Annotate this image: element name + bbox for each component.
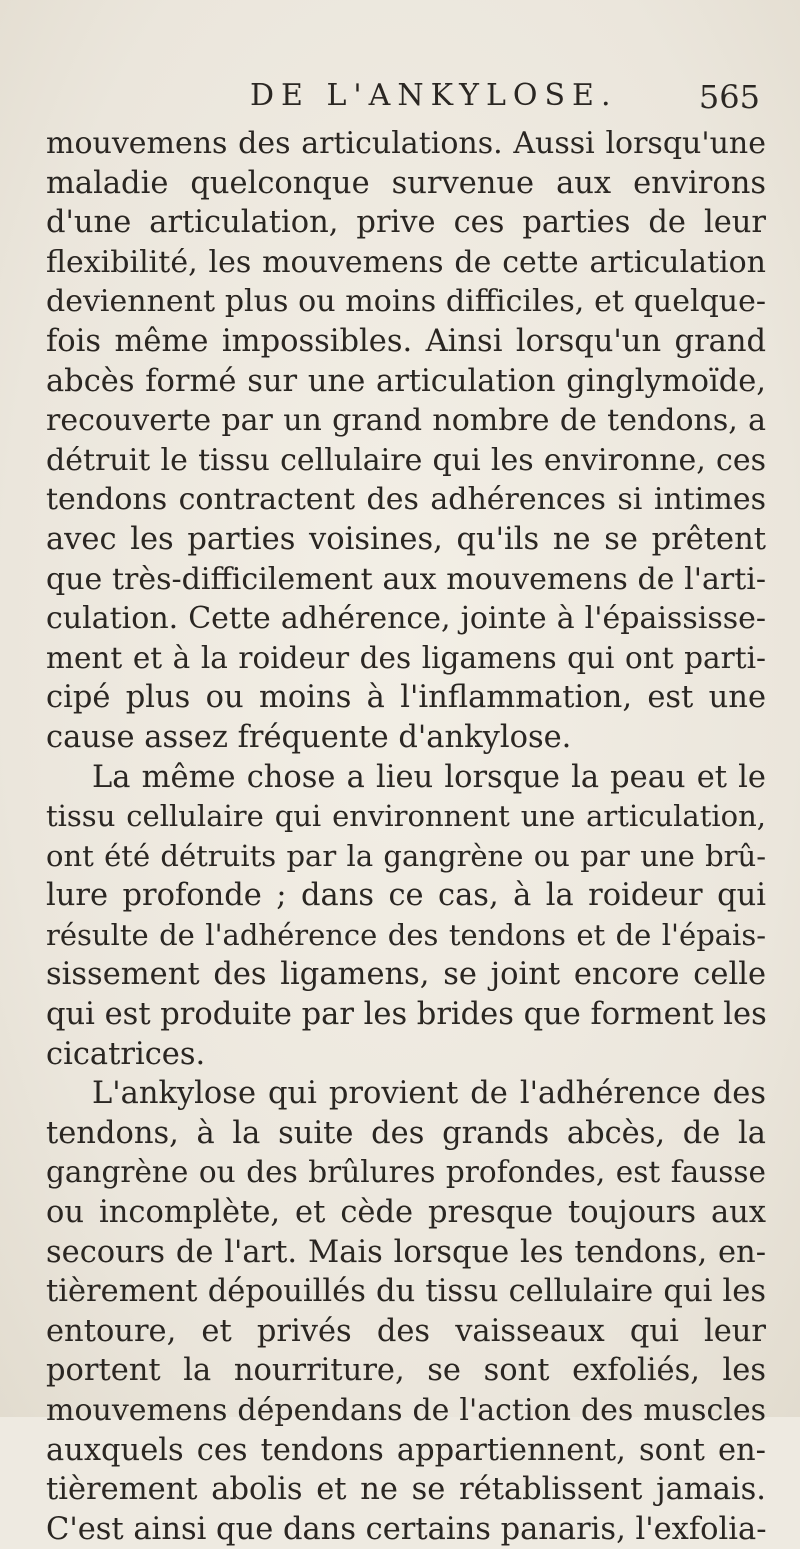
text-line: secours de l'art. Mais lorsque les tendons, en-: [46, 1234, 766, 1270]
text-line: portent la nourriture, se sont exfoliés, les: [46, 1353, 766, 1389]
text-line: tièrement abolis et ne se rétablissent jamais.: [46, 1472, 766, 1508]
text-line: mouvemens des articulations. Aussi lorsqu'une: [46, 126, 766, 161]
text-line: recouverte par un grand nombre de tendons, a: [46, 403, 766, 439]
text-line: détruit le tissu cellulaire qui les environne, ces: [46, 442, 766, 478]
text-line: tendons contractent des adhérences si intimes: [46, 482, 766, 518]
text-line: abcès formé sur une articulation ginglymoïde,: [46, 363, 766, 399]
text-line: tièrement dépouillés du tissu cellulaire qui les: [46, 1274, 766, 1310]
page-number: 565: [698, 78, 760, 116]
text-line: fois même impossibles. Ainsi lorsqu'un grand: [46, 323, 766, 359]
paragraph-start-line: L'ankylose qui provient de l'adhérence des: [92, 1076, 766, 1112]
text-line: que très-difficilement aux mouvemens de l'arti-: [46, 561, 766, 597]
text-line: entoure, et privés des vaisseaux qui leur: [46, 1313, 766, 1349]
text-line: avec les parties voisines, qu'ils ne se prêtent: [46, 521, 766, 557]
text-line: gangrène ou des brûlures profondes, est fausse: [46, 1155, 766, 1190]
text-line: auxquels ces tendons appartiennent, sont en-: [46, 1432, 766, 1468]
text-line: mouvemens dépendans de l'action des muscles: [46, 1393, 766, 1428]
text-line: flexibilité, les mouvemens de cette articulation: [46, 244, 766, 280]
running-head: DE L'ANKYLOSE.: [250, 78, 618, 113]
text-line: lure profonde ; dans ce cas, à la roideur qui: [46, 878, 766, 914]
text-line: deviennent plus ou moins difficiles, et quelque-: [46, 284, 766, 320]
text-line: cipé plus ou moins à l'inflammation, est une: [46, 680, 766, 716]
text-line: ont été détruits par la gangrène ou par une brû-: [46, 838, 766, 873]
text-line: qui est produite par les brides que forment les: [46, 997, 767, 1033]
text-line: sissement des ligamens, se joint encore celle: [46, 957, 766, 993]
text-line: tissu cellulaire qui environnent une articulation,: [46, 799, 766, 834]
text-line: résulte de l'adhérence des tendons et de l'épais-: [46, 917, 766, 952]
body-text: [46, 124, 766, 1549]
text-line: C'est ainsi que dans certains panaris, l'exfolia-: [46, 1511, 767, 1547]
text-line: ou incomplète, et cède presque toujours aux: [46, 1195, 766, 1231]
text-line: cicatrices.: [46, 1036, 206, 1072]
paragraph-start-line: La même chose a lieu lorsque la peau et le: [92, 759, 766, 795]
text-line: d'une articulation, prive ces parties de leur: [46, 205, 766, 241]
text-line: ment et à la roideur des ligamens qui ont parti-: [46, 640, 766, 675]
text-line: culation. Cette adhérence, jointe à l'épaississe-: [46, 601, 766, 637]
page-header: [60, 78, 760, 120]
text-line: cause assez fréquente d'ankylose.: [46, 719, 572, 755]
text-line: maladie quelconque survenue aux environs: [46, 165, 766, 201]
text-line: tendons, à la suite des grands abcès, de la: [46, 1115, 766, 1151]
